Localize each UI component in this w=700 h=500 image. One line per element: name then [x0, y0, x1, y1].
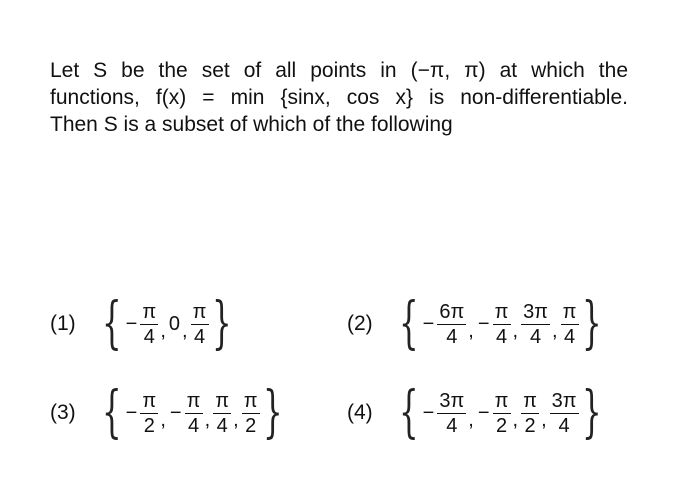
close-brace: }: [211, 291, 232, 356]
numerator: π: [191, 301, 209, 325]
fraction: [185, 390, 203, 437]
numerator: π: [493, 390, 511, 414]
answer-set: [98, 380, 290, 445]
comma: ,: [233, 408, 239, 431]
option-number: (2): [347, 312, 373, 335]
option-2[interactable]: [347, 292, 609, 356]
open-brace: {: [399, 291, 419, 356]
open-brace: {: [399, 380, 419, 445]
fraction: [437, 390, 466, 437]
option-4[interactable]: [347, 381, 609, 445]
fraction: [521, 301, 550, 348]
fraction: [493, 390, 511, 437]
denominator: 4: [446, 414, 458, 437]
minus-sign: −: [125, 401, 138, 424]
fraction: [437, 301, 466, 348]
option-number: (3): [50, 401, 76, 424]
option-number: (4): [347, 401, 373, 424]
question-line-2: functions, f(x) = min {sinx, cos x} is non-differentiable.: [50, 86, 628, 109]
numerator: π: [185, 390, 203, 414]
fraction: [242, 390, 260, 437]
close-brace: }: [262, 380, 283, 445]
numerator: π: [140, 301, 158, 325]
answer-set: [395, 380, 609, 445]
numerator: π: [493, 301, 511, 325]
numerator: 3π: [523, 300, 548, 323]
comma: ,: [512, 408, 519, 431]
numerator: 3π: [551, 389, 577, 412]
denominator: 2: [495, 414, 508, 437]
comma: ,: [160, 408, 166, 431]
question-text: [50, 57, 628, 138]
comma: ,: [551, 319, 558, 342]
fraction: [550, 390, 579, 437]
option-3[interactable]: [50, 381, 290, 445]
numerator: π: [140, 390, 158, 414]
minus-sign: −: [477, 312, 490, 335]
close-brace: }: [581, 291, 602, 356]
denominator: 2: [245, 414, 257, 437]
minus-sign: −: [422, 401, 435, 424]
open-brace: {: [102, 380, 122, 445]
open-brace: {: [102, 291, 122, 356]
denominator: 4: [446, 325, 458, 348]
zero-term: 0: [168, 312, 181, 335]
fraction: [140, 301, 158, 348]
numerator: π: [213, 390, 231, 414]
option-number: (1): [50, 312, 76, 335]
denominator: 4: [216, 414, 228, 437]
fraction: [521, 390, 539, 437]
minus-sign: −: [422, 312, 435, 335]
fraction: [191, 301, 209, 348]
comma: ,: [204, 408, 211, 431]
comma: ,: [160, 319, 166, 342]
close-brace: }: [581, 380, 602, 445]
question-line-3: Then S is a subset of which of the following: [50, 113, 453, 136]
denominator: 4: [558, 414, 570, 437]
denominator: 4: [529, 325, 542, 348]
denominator: 4: [143, 325, 155, 348]
denominator: 4: [495, 325, 508, 348]
denominator: 2: [524, 414, 536, 437]
minus-sign: −: [477, 401, 490, 424]
fraction: [213, 390, 231, 437]
answer-set: [98, 291, 239, 356]
denominator: 4: [194, 325, 206, 348]
numerator: 6π: [439, 300, 465, 323]
fraction: [561, 301, 579, 348]
answer-set: [395, 291, 609, 356]
minus-sign: −: [169, 401, 182, 424]
denominator: 4: [188, 414, 200, 437]
comma: ,: [468, 408, 474, 431]
question-line-1: Let S be the set of all points in (−π, π) at which the: [50, 59, 628, 82]
numerator: π: [242, 390, 260, 414]
minus-sign: −: [125, 312, 138, 335]
denominator: 2: [143, 414, 155, 437]
comma: ,: [541, 408, 547, 431]
fraction: [493, 301, 511, 348]
numerator: π: [521, 390, 539, 414]
comma: ,: [468, 319, 474, 342]
comma: ,: [182, 319, 188, 342]
option-1[interactable]: [50, 292, 239, 356]
denominator: 4: [563, 325, 576, 348]
comma: ,: [512, 319, 519, 342]
fraction: [140, 390, 158, 437]
numerator: 3π: [439, 389, 465, 412]
numerator: π: [561, 301, 579, 325]
